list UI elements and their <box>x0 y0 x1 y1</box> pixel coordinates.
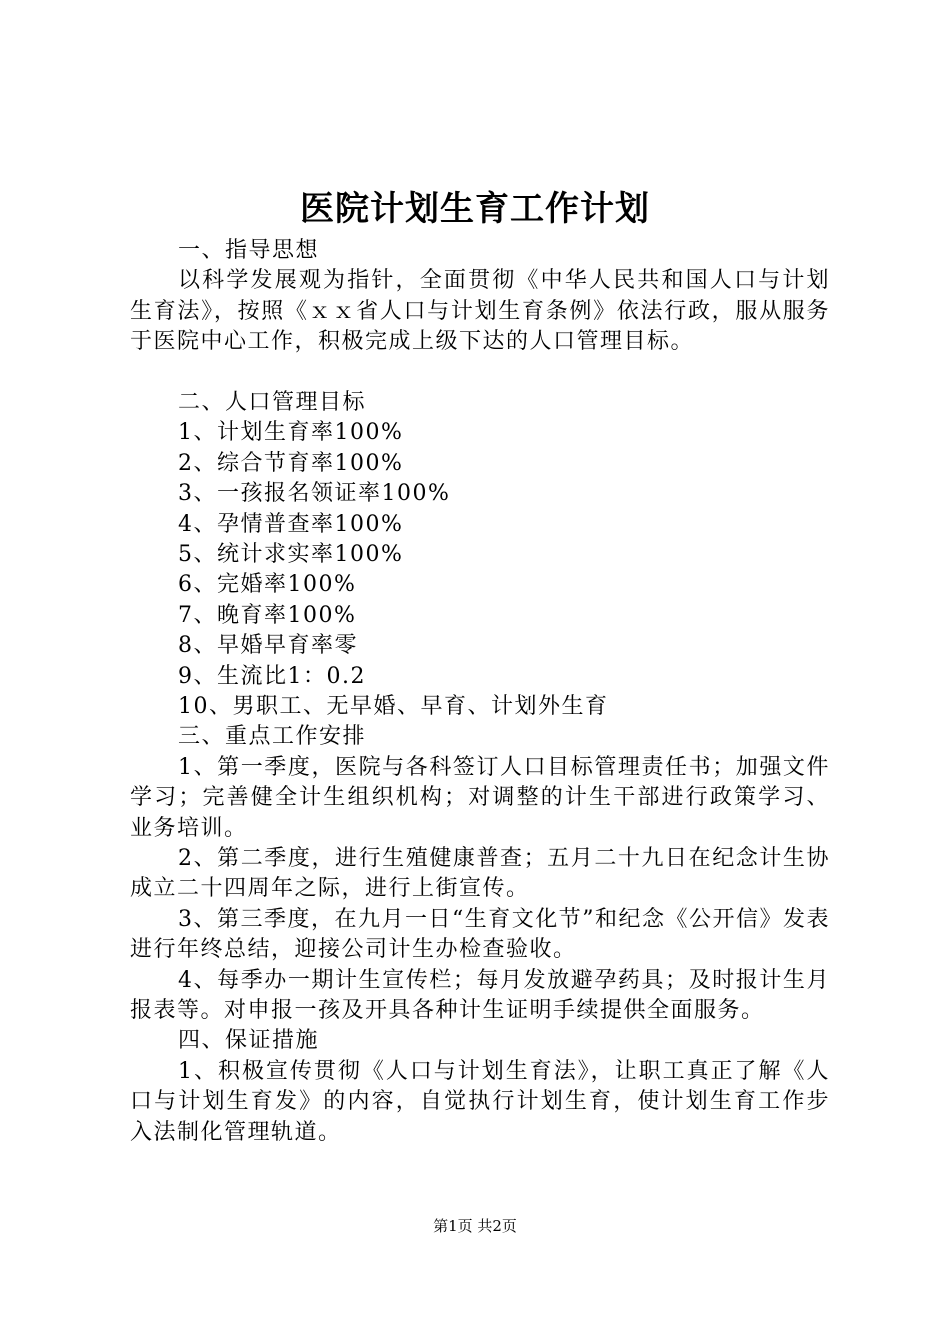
list-item: 10、男职工、无早婚、早育、计划外生育 <box>178 693 609 719</box>
section-heading-guiding-thought: 一、指导思想 <box>178 238 320 263</box>
page-footer: 第1页 共2页 <box>433 1217 517 1235</box>
list-item: 4、孕情普查率100% <box>178 511 404 537</box>
key-work-paragraph: 1、第一季度，医院与各科签订人口目标管理责任书；加强文件学习；完善健全计生组织机构；对调整的计生干部进行政策学习、业务培训。 <box>130 754 830 841</box>
section-heading-population-targets: 二、人口管理目标 <box>178 390 367 415</box>
list-item: 5、统计求实率100% <box>178 541 404 567</box>
list-item: 7、晚育率100% <box>178 602 357 628</box>
key-work-paragraph: 3、第三季度，在九月一日“生育文化节”和纪念《公开信》发表进行年终总结，迎接公司计生办检查验收。 <box>130 906 830 963</box>
document-body <box>130 236 830 1148</box>
section-heading-guarantee-measures: 四、保证措施 <box>178 1028 320 1054</box>
key-work-paragraph: 2、第二季度，进行生殖健康普查；五月二十九日在纪念计生协成立二十四周年之际，进行上街宣传。 <box>130 845 830 902</box>
target-list <box>130 418 830 722</box>
list-item: 9、生流比1：0.2 <box>178 663 366 689</box>
list-item: 1、计划生育率100% <box>178 420 404 446</box>
document-title: 医院计划生育工作计划 <box>300 189 650 229</box>
key-work-paragraph: 4、每季办一期计生宣传栏；每月发放避孕药具；及时报计生月报表等。对申报一孩及开具各种计生证明手续提供全面服务。 <box>130 967 830 1023</box>
guarantee-paragraph: 1、积极宣传贯彻《人口与计划生育法》，让职工真正了解《人口与计划生育发》的内容，自觉执行计划生育，使计划生育工作步入法制化管理轨道。 <box>130 1058 830 1145</box>
list-item: 8、早婚早育率零 <box>178 633 358 659</box>
list-item: 3、一孩报名领证率100% <box>178 481 451 507</box>
section-heading-key-work: 三、重点工作安排 <box>178 724 367 750</box>
blank-line <box>130 358 830 388</box>
list-item: 2、综合节育率100% <box>178 450 404 476</box>
section-paragraph-guiding-thought: 以科学发展观为指针，全面贯彻《中华人民共和国人口与计划生育法》，按照《ｘｘ省人口与计划生育条例》依法行政，服从服务于医院中心工作，积极完成上级下达的人口管理目标。 <box>130 268 830 355</box>
list-item: 6、完婚率100% <box>178 572 357 598</box>
